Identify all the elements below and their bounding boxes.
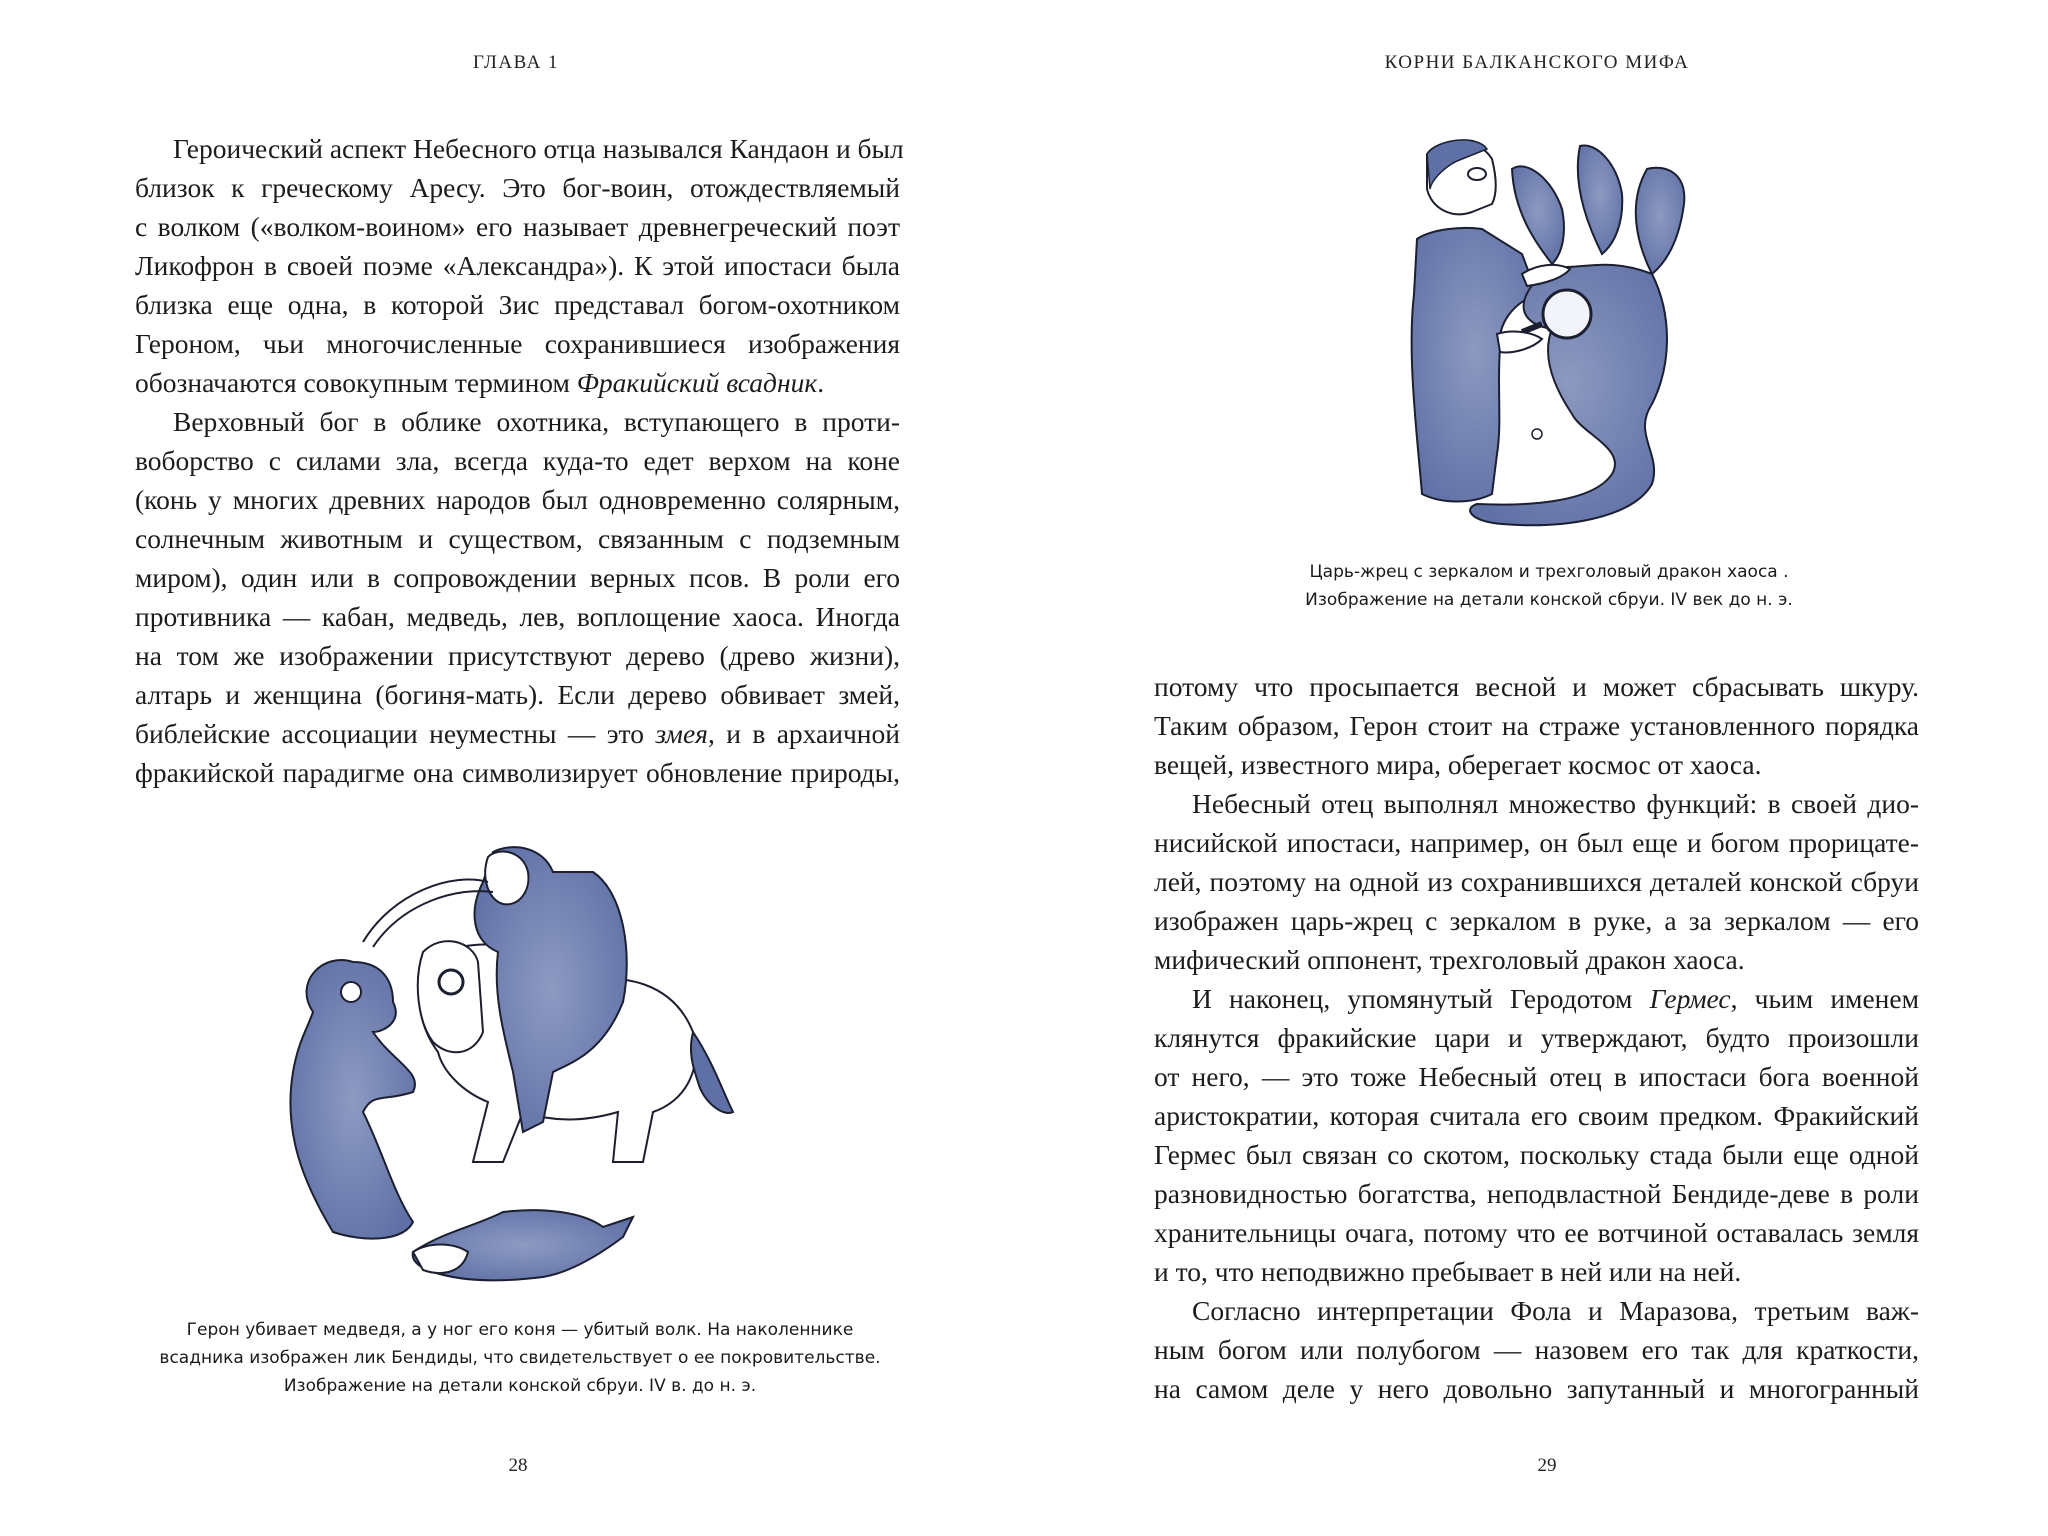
text-line: ным богом или полубогом — назовем его так для краткости,: [1154, 1334, 1919, 1365]
text-line: разновидностью богатства, неподвластной Бендиде-деве в роли: [1154, 1178, 1919, 1209]
text-line: воборство с силами зла, всегда куда-то едет верхом на коне: [135, 445, 900, 476]
text-line: Небесный отец выполнял множество функций: в своей дио-: [1192, 788, 1919, 819]
priest-dragon-illustration: [1402, 134, 1702, 538]
text-line: хранительницы очага, потому что ее вотчиной оставалась земля: [1154, 1217, 1919, 1248]
text-line: изображен царь-жрец с зеркалом в руке, а за зеркалом — его: [1154, 905, 1919, 936]
text-line: клянутся фракийские цари и утверждают, будто произошли: [1154, 1022, 1919, 1053]
text-line: Согласно интерпретации Фола и Маразова, третьим важ-: [1192, 1295, 1919, 1326]
caption-line: Изображение на детали конской сбруи. IV век до н. э.: [1305, 590, 1793, 610]
left-body-text: [135, 129, 904, 792]
text-line: библейские ассоциации неуместны — это змея, и в архаичной: [135, 718, 900, 749]
text-line: потому что просыпается весной и может сбрасывать шкуру.: [1154, 671, 1919, 702]
text-line: И наконец, упомянутый Геродотом Гермес, чьим именем: [1192, 983, 1919, 1014]
text-line: Героном, чьи многочисленные сохранившиеся изображения: [135, 328, 900, 359]
caption-line: Царь-жрец с зеркалом и трехголовый дракон хаоса .: [1309, 562, 1789, 582]
text-line: вещей, известного мира, оберегает космос от хаоса.: [1154, 749, 1762, 780]
text-line: аристократии, которая считала его своим предком. Фракийский: [1154, 1100, 1919, 1131]
italic-term: змея: [655, 718, 708, 749]
text-line: Ликофрон в своей поэме «Александра»). К этой ипостаси была: [135, 250, 900, 281]
text-line: обозначаются совокупным термином Фракийский всадник.: [135, 367, 825, 398]
figure-caption-right: [1184, 558, 1914, 614]
page-number-left: 28: [508, 1455, 528, 1476]
running-head-left: ГЛАВА 1: [472, 52, 560, 73]
text-line: на том же изображении присутствуют дерево (древо жизни),: [135, 640, 900, 671]
text-line: противника — кабан, медведь, лев, воплощение хаоса. Иногда: [135, 601, 900, 632]
text-line: Героический аспект Небесного отца назывался Кандаон и был: [173, 133, 904, 164]
text-line: Верховный бог в облике охотника, вступающего в проти-: [173, 406, 900, 437]
text-line: фракийской парадигме она символизирует обновление природы,: [135, 757, 900, 788]
horseman-illustration-icon: [273, 832, 773, 1308]
priest-dragon-illustration-icon: [1402, 134, 1702, 538]
text-line: на самом деле у него довольно запутанный и многогранный: [1154, 1373, 1919, 1404]
text-line: Таким образом, Герон стоит на страже установленного порядка: [1154, 710, 1919, 741]
figure-caption-left: [140, 1316, 900, 1400]
italic-term: Фракийский всадник: [576, 367, 818, 398]
italic-term: Гермес: [1649, 983, 1731, 1014]
text-line: (конь у многих древних народов был одновременно солярным,: [135, 484, 900, 515]
right-page: [1024, 0, 2048, 1536]
text-line: нисийской ипостаси, например, он был еще и богом прорицате-: [1154, 827, 1919, 858]
text-line: от него, — это тоже Небесный отец в ипостаси бога военной: [1154, 1061, 1919, 1092]
text-line: и то, что неподвижно пребывает в ней или на ней.: [1154, 1256, 1742, 1287]
caption-line: Изображение на детали конской сбруи. IV в. до н. э.: [283, 1376, 757, 1396]
page-number-right: 29: [1537, 1455, 1557, 1476]
text-line: миром), один или в сопровождении верных псов. В роли его: [135, 562, 900, 593]
caption-line: всадника изображен лик Бендиды, что свидетельствует о ее покровительстве.: [159, 1348, 881, 1368]
caption-line: Герон убивает медведя, а у ног его коня — убитый волк. На наколеннике: [186, 1320, 854, 1340]
running-head-right: КОРНИ БАЛКАНСКОГО МИФА: [1384, 52, 1690, 73]
text-line: близка еще одна, в которой Зис представал богом-охотником: [135, 289, 900, 320]
text-line: с волком («волком-воином» его называет древнегреческий поэт: [135, 211, 900, 242]
text-line: мифический оппонент, трехголовый дракон хаоса.: [1154, 944, 1745, 975]
text-line: близок к греческому Аресу. Это бог-воин, отождествляемый: [135, 172, 900, 203]
text-line: лей, поэтому на одной из сохранившихся деталей конской сбруи: [1154, 866, 1919, 897]
text-line: солнечным животным и существом, связанным с подземным: [135, 523, 900, 554]
text-line: алтарь и женщина (богиня-мать). Если дерево обвивает змей,: [135, 679, 900, 710]
horseman-bear-illustration: [273, 832, 773, 1308]
right-body-text: [1154, 667, 1919, 1408]
text-line: Гермес был связан со скотом, поскольку стада были еще одной: [1154, 1139, 1919, 1170]
